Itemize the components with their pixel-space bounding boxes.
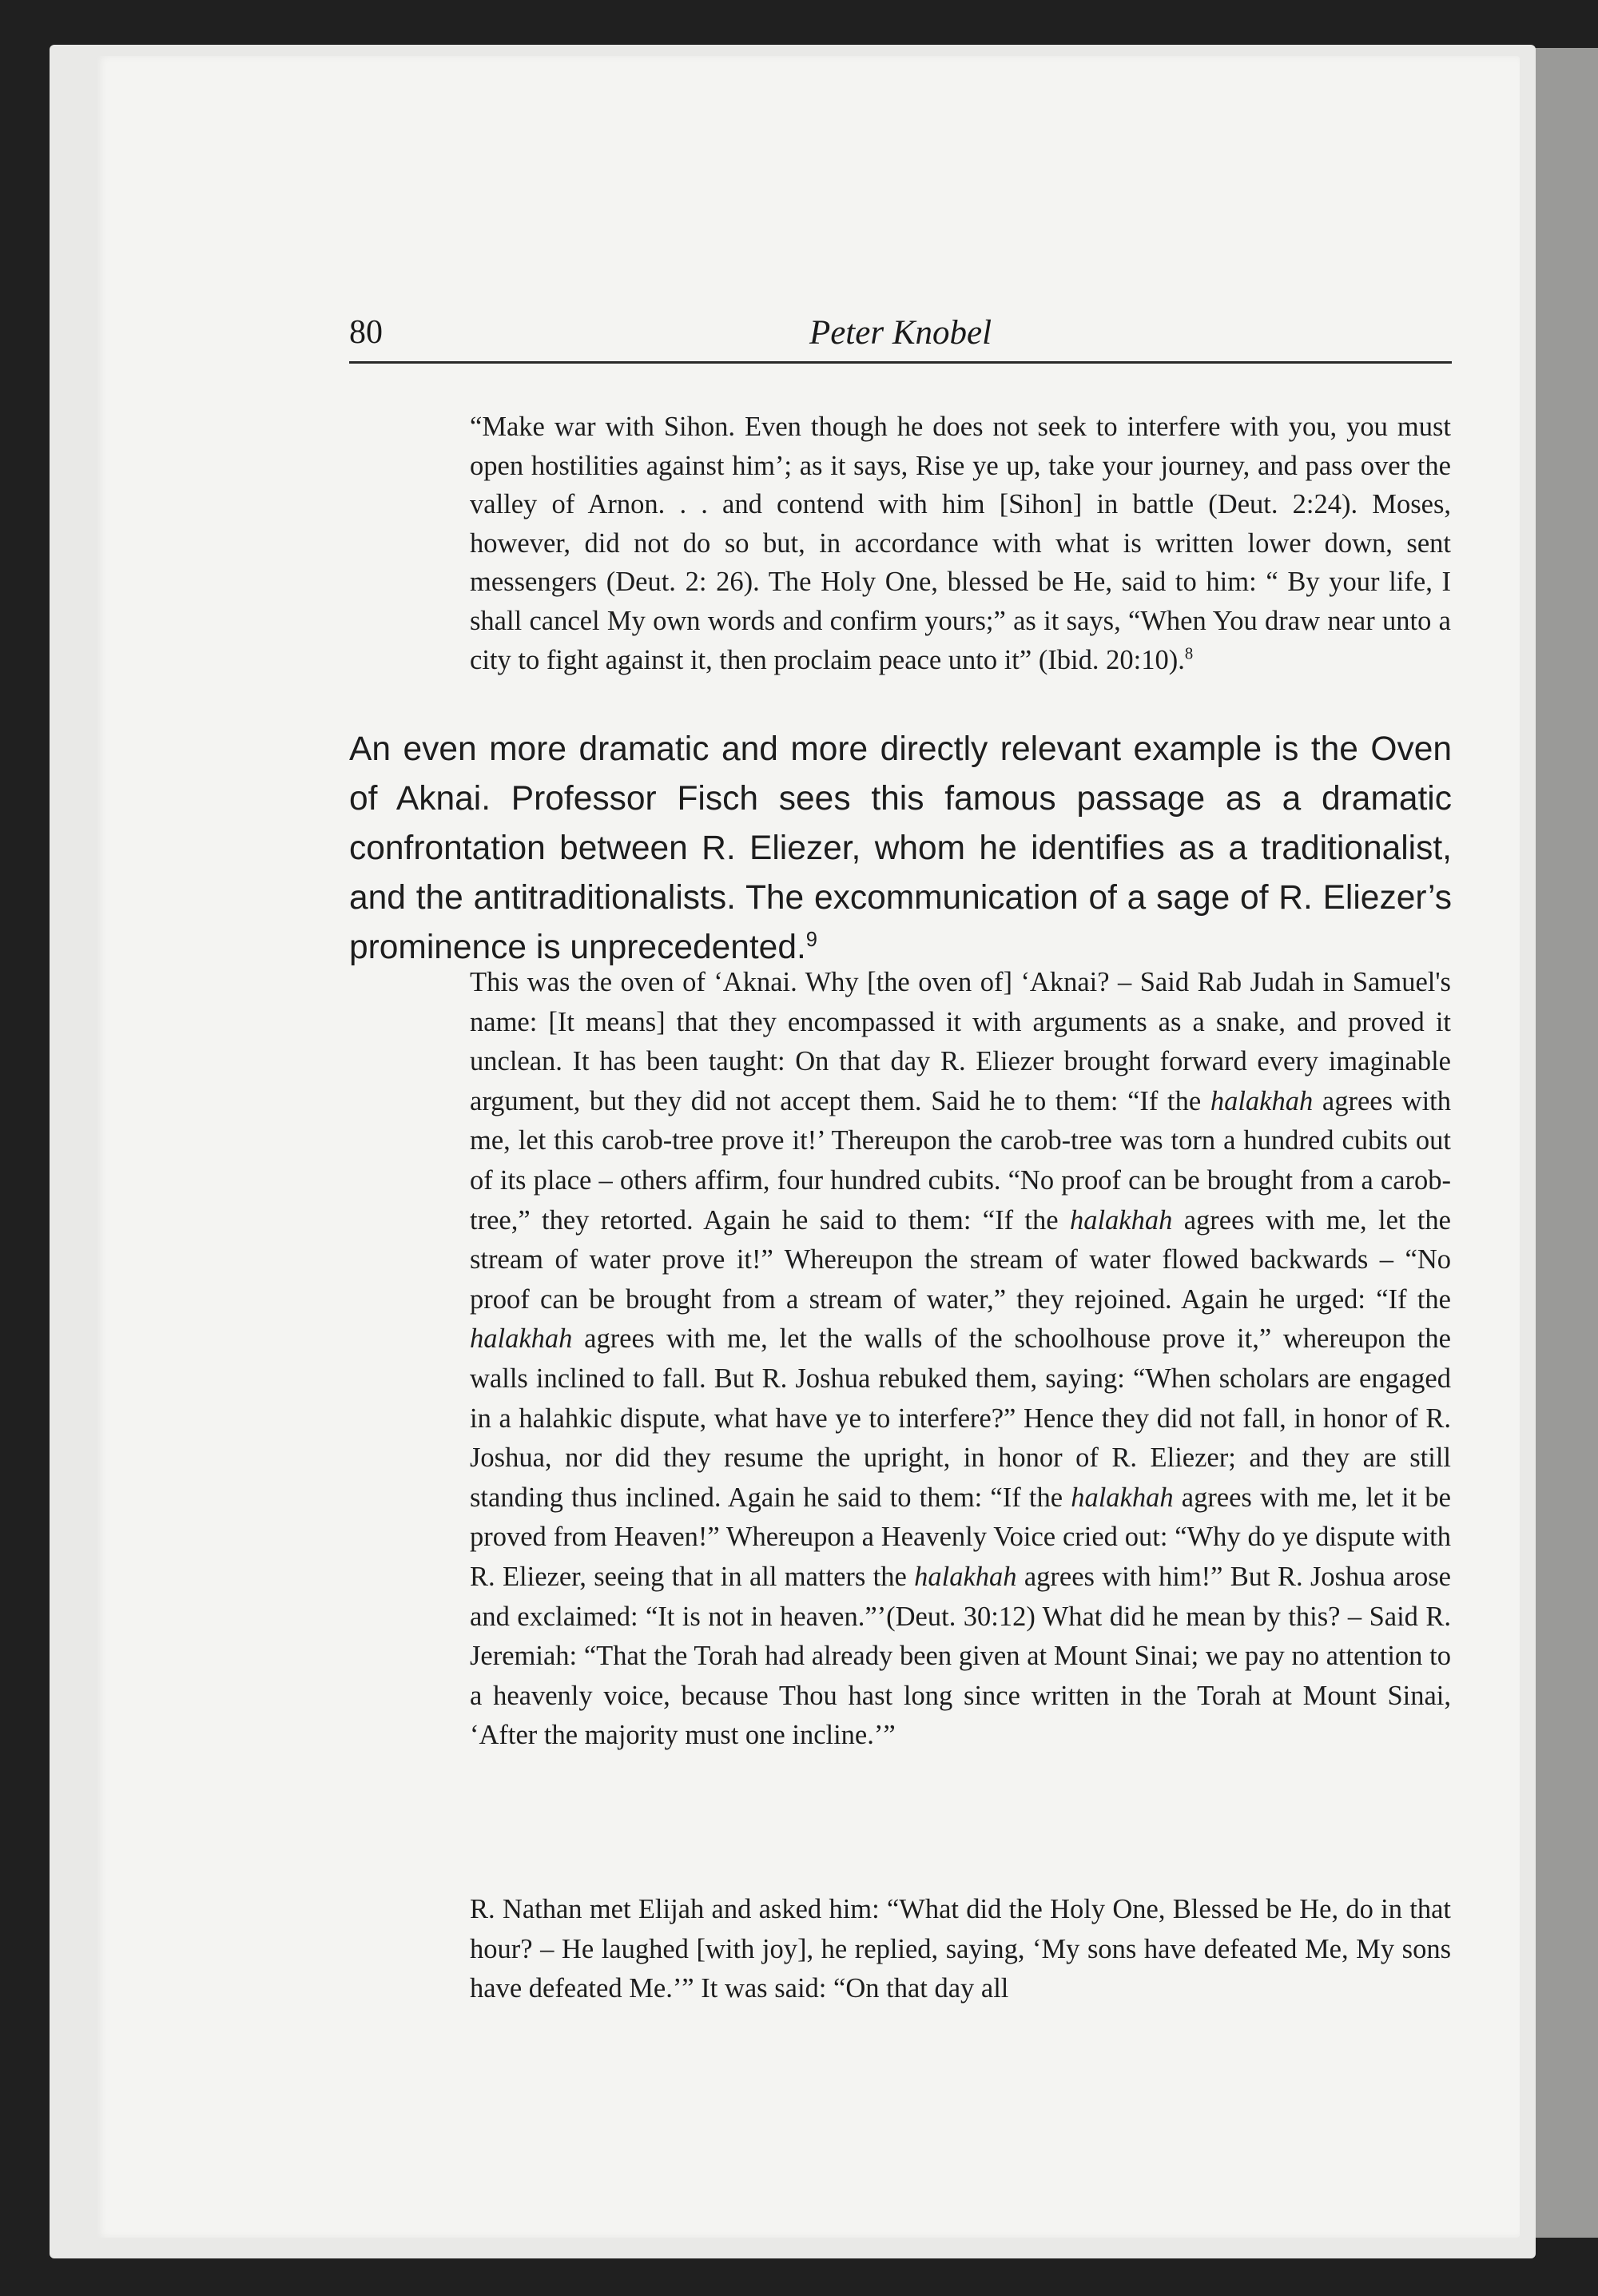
footnote-marker-8: 8 — [1184, 645, 1194, 663]
quote-text-segment: This was the oven of ‘Aknai. Why [the oven of] ‘Aknai? – Said Rab Judah in Samuel's name: [It means] that they encompassed it with arguments as a snake, and proved it unclean. It has been taught: On that day R. Eliezer brought forward every imaginable argument, but they did not accept them. Said he to them: “If the — [470, 967, 1451, 1116]
italic-term: halakhah — [914, 1561, 1017, 1592]
italic-term: halakhah — [1071, 1482, 1174, 1513]
italic-term: halakhah — [470, 1323, 573, 1355]
page-number: 80 — [349, 314, 383, 351]
running-head: Peter Knobel — [809, 314, 992, 352]
italic-term: halakhah — [1069, 1204, 1173, 1236]
quote-sihon-text: “Make war with Sihon. Even though he does not seek to interfere with you, you must open hostilities against him’; as it says, Rise ye up, take your journey, and pass over the valley of Arnon. . . and contend with him [Sihon] in battle (Deut. 2:24). Moses, however, did not do so but, in accordance with what is written lower down, sent messengers (Deut. 2: 26). The Holy One, blessed be He, said to him: “ By your life, I shall cancel My own words and confirm yours;” as it says, “When You draw near unto a city to fight against it, then proclaim peace unto it” (Ibid. 20:10). — [470, 412, 1451, 675]
quote-text-segment: agrees with me, let the stream of water prove it!” Whereupon the stream of water flowed backwards – “No proof can be brought from a stream of water,” they rejoined. Again he urged: “If the — [470, 1204, 1451, 1315]
body-paragraph — [349, 725, 1452, 973]
page-header — [349, 313, 1452, 364]
quote-text-segment: agrees with me, let it be proved from Heaven!” Whereupon a Heavenly Voice cried out: “Why do ye dispute with R. Eliezer, seeing that in all matters the — [470, 1482, 1451, 1592]
footnote-marker-9: 9 — [805, 928, 817, 951]
block-quote-oven-of-aknai — [470, 963, 1451, 1756]
body-paragraph-text: An even more dramatic and more directly relevant example is the Oven of Aknai. Professor Fisch sees this famous passage as a dramatic confrontation between R. Eliezer, whom he identifies as a traditionalist, and the antitraditionalists. The excommunication of a sage of R. Eliezer’s prominence is unprecedented. — [349, 730, 1452, 966]
quote-elijah-text: R. Nathan met Elijah and asked him: “What did the Holy One, Blessed be He, do in that hour? – He laughed [with joy], he replied, saying, ‘My sons have defeated Me, My sons have defeated Me.’” It was said: “On that day all — [470, 1894, 1451, 2004]
quote-text-segment: agrees with me, let the walls of the schoolhouse prove it,” whereupon the walls inclined to fall. But R. Joshua rebuked them, saying: “When scholars are engaged in a halahkic dispute, what have ye to interfere?” Hence they did not fall, in honor of R. Joshua, nor did they resume the upright, in honor of R. Eliezer; and they are still standing thus inclined. Again he said to them: “If the — [470, 1323, 1451, 1513]
italic-term: halakhah — [1210, 1085, 1314, 1116]
block-quote-elijah — [470, 1890, 1451, 2009]
quote-text-segment: agrees with him!” But R. Joshua arose and exclaimed: “It is not in heaven.”’(Deut. 30:12) What did he mean by this? – Said R. Jeremiah: “That the Torah had already been given at Mount Sinai; we pay no attention to a heavenly voice, because Thou hast long since written in the Torah at Mount Sinai, ‘After the majority must one incline.’” — [470, 1561, 1451, 1751]
quote-text-segment: agrees with me, let this carob-tree prove it!’ Thereupon the carob-tree was torn a hundred cubits out of its place – others affirm, four hundred cubits. “No proof can be brought from a carob-tree,” they retorted. Again he said to them: “If the — [470, 1085, 1451, 1236]
block-quote-sihon — [470, 408, 1451, 679]
